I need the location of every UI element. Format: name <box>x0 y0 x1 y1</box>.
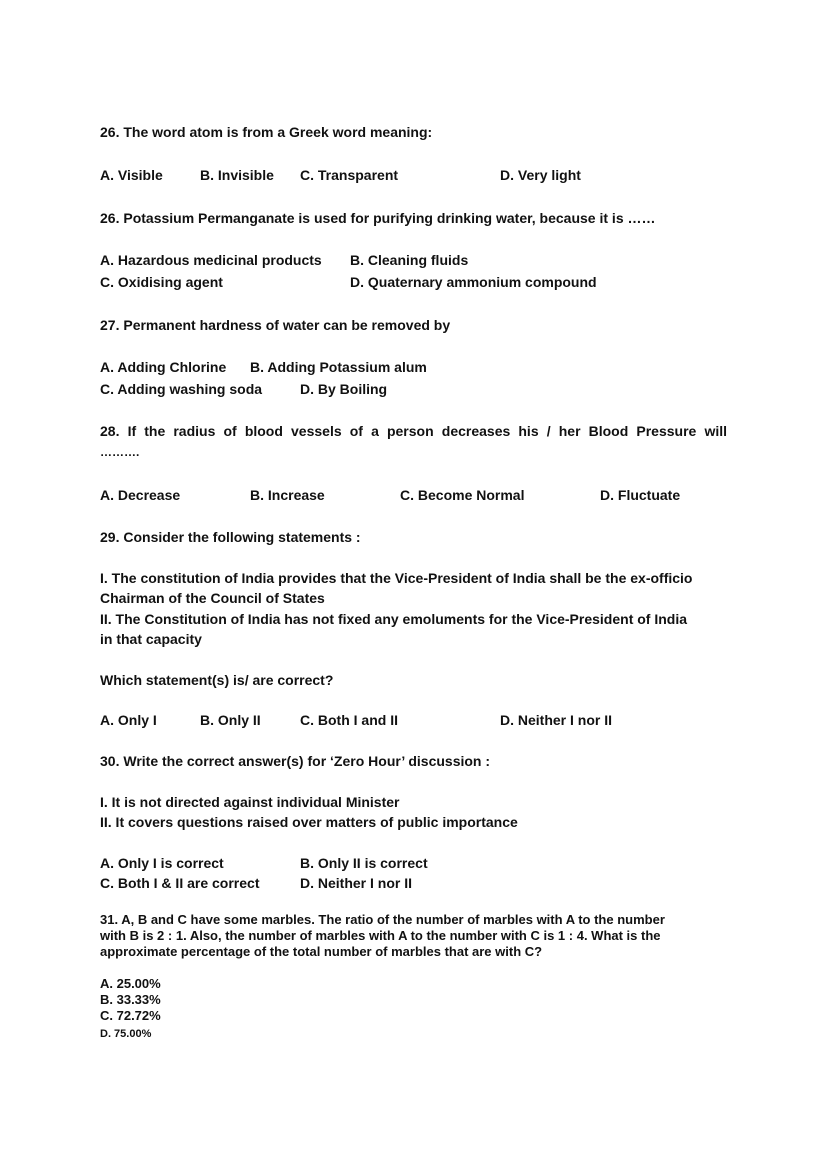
option-c: C. Transparent <box>300 167 399 183</box>
option-a: A. Only I is correct <box>100 855 224 871</box>
option-b: B. Cleaning fluids <box>350 252 469 268</box>
statement-line: I. The constitution of India provides that the Vice-President of India shall be the ex-officio <box>100 570 693 586</box>
option-a: A. Adding Chlorine <box>100 359 227 375</box>
statement-line: in that capacity <box>100 631 202 647</box>
question-28: 28. If the radius of blood vessels of a person decreases his / her Blood Pressure will <box>100 423 727 439</box>
question-27: 27. Permanent hardness of water can be removed by <box>100 317 451 333</box>
option-c: C. Both I and II <box>300 712 398 728</box>
option-c: C. Become Normal <box>400 487 525 503</box>
question-31-line: approximate percentage of the total number of marbles that are with C? <box>100 944 543 959</box>
option-c: C. Oxidising agent <box>100 274 223 290</box>
question-29: 29. Consider the following statements : <box>100 529 361 545</box>
option-d: D. Neither I nor II <box>500 712 613 728</box>
option-a: A. Hazardous medicinal products <box>100 252 322 268</box>
option-b: B. Only II is correct <box>300 855 428 871</box>
statement-line: I. It is not directed against individual Minister <box>100 794 400 810</box>
option-d: D. Fluctuate <box>600 487 681 503</box>
option-c: C. Adding washing soda <box>100 381 263 397</box>
question-31-line: with B is 2 : 1. Also, the number of marbles with A to the number with C is 1 : 4. What is the <box>100 928 661 943</box>
option-b: B. Adding Potassium alum <box>250 359 427 375</box>
option-b: B. Invisible <box>200 167 274 183</box>
question-prompt: Which statement(s) is/ are correct? <box>100 672 334 688</box>
option-d: D. Neither I nor II <box>300 875 413 891</box>
statement-line: Chairman of the Council of States <box>100 590 325 606</box>
statement-line: II. It covers questions raised over matters of public importance <box>100 814 518 830</box>
option-c: C. Both I & II are correct <box>100 875 260 891</box>
option-b: B. 33.33% <box>100 992 161 1007</box>
question-28-continuation: ………. <box>100 445 140 459</box>
option-d: D. 75.00% <box>100 1028 152 1040</box>
question-26b: 26. Potassium Permanganate is used for purifying drinking water, because it is …… <box>100 210 656 226</box>
option-b: B. Increase <box>250 487 325 503</box>
statement-line: II. The Constitution of India has not fixed any emoluments for the Vice-President of India <box>100 611 688 627</box>
option-d: D. By Boiling <box>300 381 388 397</box>
option-a: A. 25.00% <box>100 976 161 991</box>
option-c: C. 72.72% <box>100 1008 161 1023</box>
option-b: B. Only II <box>200 712 261 728</box>
option-d: D. Very light <box>500 167 581 183</box>
question-31-line: 31. A, B and C have some marbles. The ratio of the number of marbles with A to the number <box>100 912 665 927</box>
question-30: 30. Write the correct answer(s) for ‘Zero Hour’ discussion : <box>100 753 491 769</box>
question-26a: 26. The word atom is from a Greek word meaning: <box>100 124 433 140</box>
option-d: D. Quaternary ammonium compound <box>350 274 597 290</box>
option-a: A. Only I <box>100 712 157 728</box>
option-a: A. Visible <box>100 167 163 183</box>
option-a: A. Decrease <box>100 487 181 503</box>
